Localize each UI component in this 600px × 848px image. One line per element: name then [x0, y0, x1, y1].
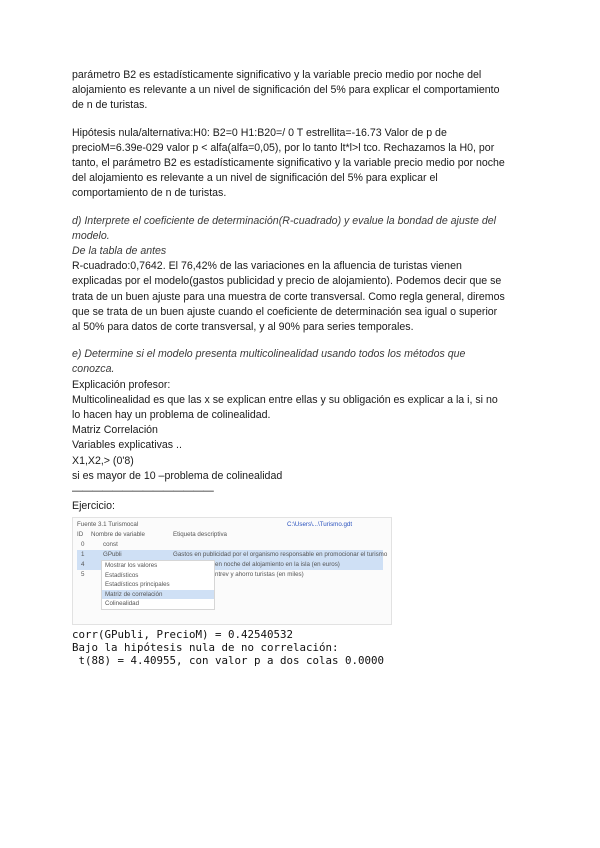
- software-screenshot: [72, 517, 392, 625]
- text-line: lo hacen hay un problema de colinealidad.: [72, 409, 271, 422]
- text-line: Variables explicativas ..: [72, 439, 182, 452]
- text-line: comportamiento de n de turistas.: [72, 187, 227, 200]
- text-line: R-cuadrado:0,7642. El 76,42% de las variaciones en la afluencia de turistas vienen: [72, 260, 462, 273]
- row-id: 5: [81, 571, 85, 578]
- question-e: [72, 347, 532, 377]
- intro-paragraph: [72, 68, 532, 114]
- row-name: const: [103, 541, 118, 548]
- table-row[interactable]: [77, 550, 388, 560]
- text-line: al 50% para datos de corte transversal, y al 90% para series temporales.: [72, 321, 414, 334]
- separator-line: ——————————————: [72, 485, 214, 498]
- text-line: X1,X2,> (0'8): [72, 454, 134, 467]
- text-line: explicadas por el modelo(gastos publicidad y precio de alojamiento). Podemos decir que se: [72, 275, 502, 288]
- menu-item-estadisticos[interactable]: Estadísticos: [105, 571, 139, 579]
- question-d: [72, 214, 532, 260]
- answer-d: [72, 259, 532, 335]
- col-label: Etiqueta descriptiva: [173, 531, 227, 538]
- text-line: que se trata de un buen ajuste cuando el coeficiente de determinación sea igual o superior: [72, 305, 498, 318]
- screenshot-path: C:\Users\...\Turismo.gdt: [287, 521, 353, 528]
- menu-item-colinealidad[interactable]: Colinealidad: [105, 600, 140, 608]
- text-line: tanto, el parámetro B2 es estadísticamente significativo y la variable precio medio por noche: [72, 157, 505, 170]
- text-line: de n de turistas.: [72, 99, 148, 112]
- menu-item-estadisticos-principales[interactable]: Estadísticos principales: [105, 581, 170, 589]
- text-line: Hipótesis nula/alternativa:H0: B2=0 H1:B20=/ 0 T estrellita=-16.73 Valor de p de: [72, 126, 447, 139]
- context-menu: [101, 560, 215, 610]
- console-line: t(88) = 4.40955, con valor p a dos colas 0.0000: [72, 654, 385, 667]
- col-name: Nombre de variable: [91, 531, 145, 538]
- table-row[interactable]: [77, 540, 383, 550]
- text-line: Explicación profesor:: [72, 378, 171, 391]
- text-line: si es mayor de 10 –problema de colinealidad: [72, 469, 283, 482]
- row-label: en noche del alojamiento en la isla (en euros): [215, 561, 340, 568]
- answer-e: [72, 378, 532, 484]
- text-line: del alojamiento es relevante a un nivel de significación del 5% para explicar el: [72, 172, 438, 185]
- hypothesis-paragraph: [72, 126, 532, 202]
- console-line: Bajo la hipótesis nula de no correlación:: [72, 641, 339, 654]
- question-line: e) Determine si el modelo presenta multicolinealidad usando todos los métodos que: [72, 348, 466, 361]
- row-id: 4: [81, 561, 85, 568]
- question-line: modelo.: [72, 229, 110, 242]
- col-id: ID: [77, 531, 84, 538]
- question-line: conozca.: [72, 363, 115, 376]
- text-line: Matriz Correlación: [72, 424, 158, 437]
- screenshot-title: Fuente 3.1 Turismocal: [77, 521, 139, 528]
- question-note: De la tabla de antes: [72, 245, 167, 258]
- row-label: Gastos en publicidad por el organismo responsable en promocionar el turismo: [173, 551, 388, 558]
- text-line: precioM=6.39e-029 valor p < alfa(alfa=0,05), por lo tanto lt*l>l tco. Rechazamos la H0, por: [72, 141, 495, 154]
- text-line: Multicolinealidad es que las x se explican entre ellas y su obligación es explicar a la i, si no: [72, 393, 498, 406]
- row-name: GPubli: [103, 551, 122, 558]
- menu-item-matriz-correlacion[interactable]: Matriz de correlación: [102, 590, 214, 600]
- document-body: [72, 68, 532, 514]
- exercise-label: Ejercicio:: [72, 500, 115, 513]
- menu-item-mostrar-valores[interactable]: Mostrar los valores: [105, 562, 158, 569]
- row-id: 1: [81, 551, 85, 558]
- text-line: parámetro B2 es estadísticamente significativo y la variable precio medio por noche del: [72, 69, 482, 81]
- row-label: ntrev y ahorro turistas (en miles): [215, 571, 304, 578]
- text-line: trata de un buen ajuste para una muestra de corte transversal. Como regla general, diremos: [72, 290, 505, 303]
- row-id: 0: [81, 541, 85, 548]
- question-line: d) Interprete el coeficiente de determinación(R-cuadrado) y evalue la bondad de ajuste del: [72, 214, 497, 227]
- console-output: [72, 628, 384, 667]
- text-line: alojamiento es relevante a un nivel de significación del 5% para explicar el comportamiento: [72, 84, 500, 97]
- console-line: corr(GPubli, PrecioM) = 0.42540532: [72, 628, 294, 641]
